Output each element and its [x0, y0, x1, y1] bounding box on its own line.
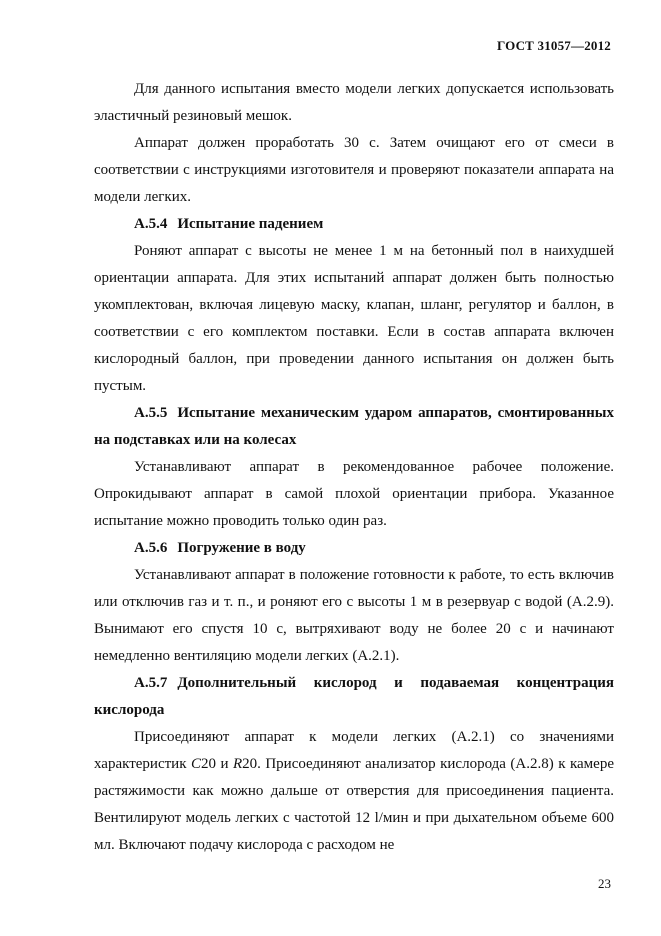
section-number: А.5.6 — [134, 540, 168, 556]
text-run: Присоединяют аппарат к модели легких (А.2.1) со значениями характеристик — [94, 729, 614, 772]
section-heading-a55 — [94, 400, 614, 454]
section-title: Дополнительный кислород и подаваемая концентрация кислорода — [94, 675, 614, 718]
paragraph: Устанавливают аппарат в рекомендованное рабочее положение. Опрокидывают аппарат в самой плохой ориентации прибора. Указанное испытание можно проводить только один раз. — [94, 459, 614, 529]
section-number: А.5.5 — [134, 405, 168, 421]
document-header: ГОСТ 31057—2012 — [496, 38, 611, 53]
paragraph: Аппарат должен проработать 30 с. Затем очищают его от смеси в соответствии с инструкциями изготовителя и проверяют показатели аппарата на модели легких. — [94, 135, 614, 205]
symbol-c: C — [190, 756, 201, 772]
symbol-r: R — [232, 756, 243, 772]
section-number: А.5.4 — [134, 216, 168, 232]
section-title: Испытание механическим ударом аппаратов, смонтированных на подставках или на колесах — [94, 405, 614, 448]
section-heading-a54 — [94, 211, 614, 238]
section-title: Погружение в воду — [177, 540, 306, 556]
text-run: 20 и — [200, 756, 233, 772]
paragraph — [94, 724, 614, 859]
page-number: 23 — [598, 876, 611, 891]
paragraph: Устанавливают аппарат в положение готовности к работе, то есть включив или отключив газ и т. п., и роняют его с высоты 1 м в резервуар с водой (А.2.9). Вынимают его спустя 10 с, вытряхивают воду не более 20 с и начинают немедленно вентиляцию модели легких (А.2.1). — [94, 567, 614, 664]
section-number: А.5.7 — [134, 675, 168, 691]
document-body — [94, 76, 614, 859]
paragraph: Для данного испытания вместо модели легких допускается использовать эластичный резиновый мешок. — [94, 81, 614, 124]
section-title: Испытание падением — [177, 216, 324, 232]
paragraph: Роняют аппарат с высоты не менее 1 м на бетонный пол в наихудшей ориентации аппарата. Для этих испытаний аппарат должен быть полностью укомплектован, включая лицевую маску, клапан, шланг, регулятор и баллон, в соответствии с его комплектом поставки. Если в состав аппарата включен кислородный баллон, при проведении данного испытания он должен быть пустым. — [94, 243, 614, 394]
section-heading-a57 — [94, 670, 614, 724]
section-heading-a56 — [94, 535, 614, 562]
text-run: 20. Присоединяют анализатор кислорода (А.2.8) к камере растяжимости как можно дальше от отверстия для присоединения пациента. Вентилируют модель легких с частотой 12 l/мин и при дыхательном объеме 600 мл. Включают подачу кислорода с расходом не — [94, 756, 614, 853]
